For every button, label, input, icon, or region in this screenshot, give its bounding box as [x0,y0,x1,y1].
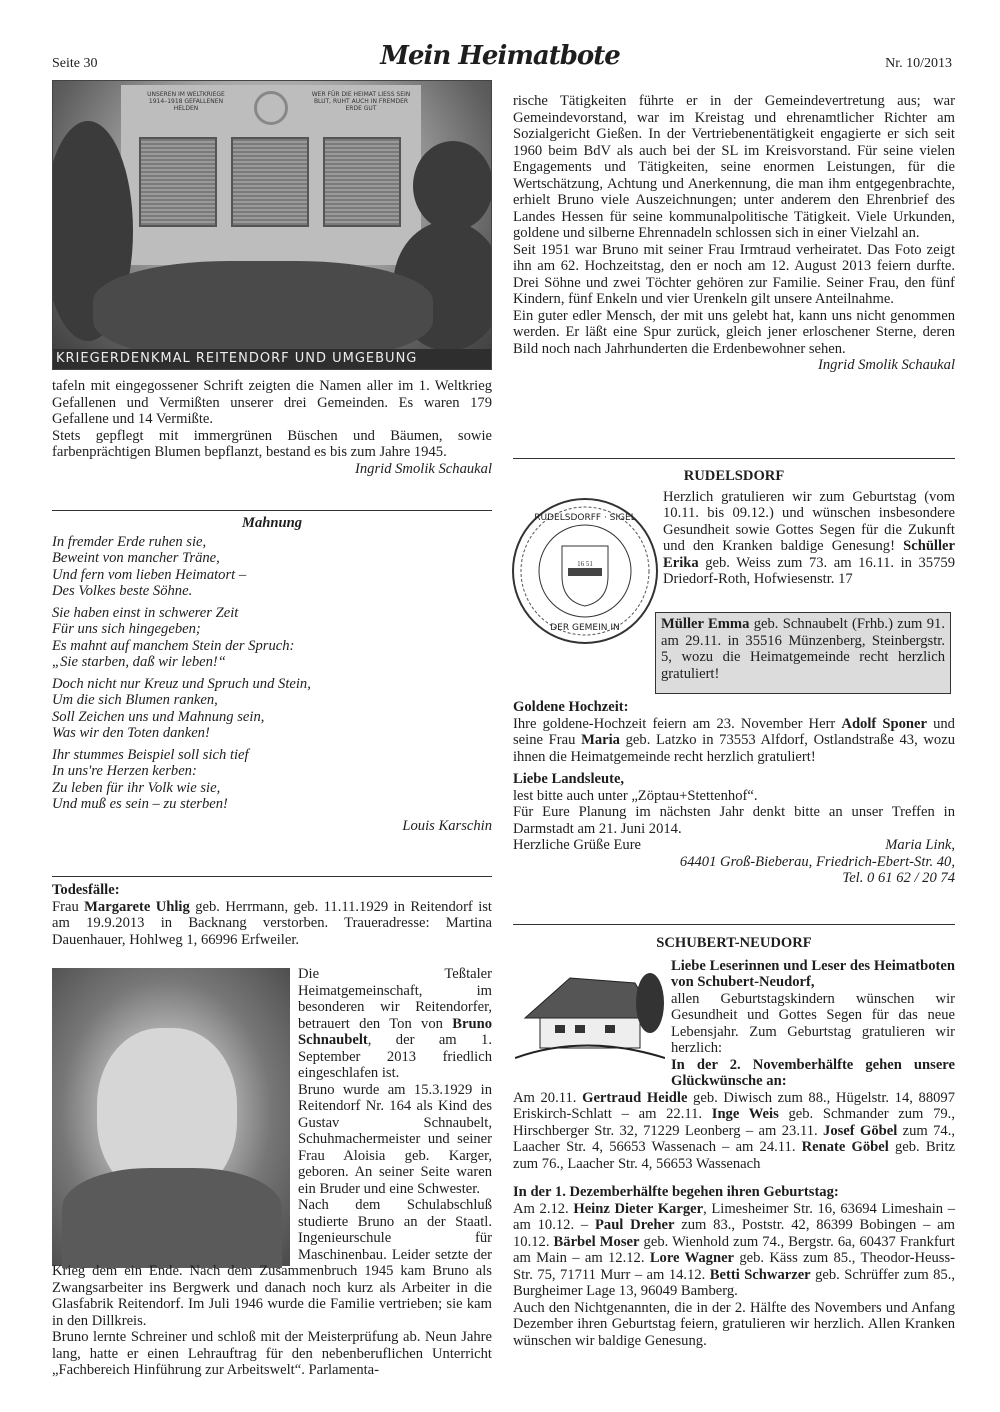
paragraph [661,616,945,682]
text-run: und seine Frau [513,715,955,748]
poem-line: Es mahnt auf manchem Stein der Spruch: [52,637,295,654]
name-highlight: Renate Göbel [801,1139,889,1155]
section-heading: RUDELSDORF [683,468,785,484]
text-run: geb. Britz zum 76., Laacher Str. 4, 56653 Wassenach [513,1139,955,1172]
bush [413,141,492,231]
poem-line: „Sie starben, daß wir leben!“ [52,654,226,670]
obituary-continued [513,93,955,374]
text-run: Seit 1951 war Bruno mit seiner Frau Irmtraud verheiratet. Das Foto zeigt ihn am 62. Hochzeitstag, den er noch am 12. August 2013 feiern durfte. Drei Söhne und zwei Töchter gehören zur Familie. Seiner Frau, den fünf Kindern, fünf Enkeln und vier Urenkeln gilt unsere Anteilnahme. [513,241,955,307]
deaths-section [52,882,492,948]
svg-text:16 51: 16 51 [577,560,593,568]
text-run: Die Teßtaler Heimatgemeinschaft, im besonderen wir Reitendorfer, betrauert den Ton von [298,966,492,1032]
text-run: geb. Wienhold zum 74., Bergstr. 6a, 60437 Frankfurt am Main – am 12.12. [513,1233,955,1266]
poem-line: Zu leben für ihr Volk wie sie, [52,779,221,796]
section-heading: Todesfälle: [52,882,120,898]
name-plaque [231,137,309,227]
paragraph [52,378,492,428]
article-author: Ingrid Smolik Schaukal [818,357,955,373]
sender-address: 64401 Groß-Bieberau, Friedrich-Ebert-Str. 40, [679,853,955,870]
poem-title: Mahnung [241,515,303,531]
poem-line: Ihr stummes Beispiel soll sich tief [52,746,249,763]
poem-line: Für uns sich hingegeben; [52,621,201,637]
subheading: Liebe Leserinnen und Leser des Heimatboten von Schubert-Neudorf, [671,957,955,990]
greeting: Herzliche Grüße Eure [513,837,642,853]
masthead-logo: Mein Heimatbote [380,41,620,71]
paragraph [513,1300,955,1350]
paragraph [513,1201,955,1300]
name-highlight: Betti Schwarzer [709,1266,811,1283]
text-run: geb. Latzko in 73553 Alfdorf, Ostlandstraße 43, wozu ihnen die Heimatgemeinde recht herzlich gratuliert! [513,732,955,765]
poem-line: Doch nicht nur Kreuz und Spruch und Stein, [52,675,311,692]
paragraph [52,1329,492,1379]
text-run: geb. Weiss zum 73. am 16.11. in 35759 Driedorf-Roth, Hofwiesenstr. 17 [663,554,955,587]
issue-number: Nr. 10/2013 [885,56,952,71]
name-highlight: Margarete Uhlig [84,898,190,915]
paragraph [513,804,955,837]
paragraph [52,428,492,461]
paragraph [513,93,955,242]
section-heading: Goldene Hochzeit: [513,699,629,715]
text-run: Ein guter edler Mensch, der mit uns gelebt hat, kann uns nicht genommen werden. Er läßt eine Spur zurück, gleich jener erloschener Sterne, deren Bild noch nach Jahrhunderten die Erdenbewohner sehen. [513,307,955,357]
text-run: Auch den Nichtgenannten, die in der 2. Hälfte des Novembers und Anfang Dezember ihren Geburtstag feiern, gratulieren wir herzlich. Allen Kranken wünschen wir baldige Genesung. [513,1299,955,1349]
text-run: geb. Schrüffer zum 85., Burgheimer Lage 13, 96049 Bamberg. [513,1266,956,1299]
poem-line: Um die sich Blumen ranken, [52,692,218,708]
name-highlight: Josef Göbel [823,1122,898,1139]
poem-stanza [52,534,492,600]
divider [52,876,492,877]
svg-text:DER GEMEIN IN: DER GEMEIN IN [550,623,620,633]
memorial-article [52,378,492,477]
text-run: Bruno lernte Schreiner und schloß mit der Meisterprüfung ab. Neun Jahre lang, hatte er einen Lehrauftrag für den nebenberuflichen Unterricht „Fachbereich Hinführung zur Arbeitswelt“. Parlamenta- [52,1329,492,1378]
paragraph [513,242,955,308]
divider [513,924,955,925]
paragraph [513,716,955,766]
text-run: Am 20.11. [513,1089,583,1106]
name-highlight: Adolf Sponer [841,715,927,732]
iron-cross-wreath-icon [254,91,288,125]
inscription-left: UNSEREN IM WELTKRIEGE 1914–1918 GEFALLENEN HELDEN [147,91,225,112]
section-heading: SCHUBERT-NEUDORF [656,935,812,951]
flower-bed [93,261,433,361]
name-highlight: Maria [581,732,620,748]
sender-phone: Tel. 0 61 62 / 20 74 [842,870,955,886]
text-run: lest bitte auch unter „Zöptau+Stettenhof“. [513,787,758,804]
war-memorial-photo [52,80,492,370]
text-run: geb. Käss zum 85., Theodor-Heuss-Str. 75, 71711 Murr – am 14.12. [513,1250,955,1283]
section-heading: Liebe Landsleute, [513,771,625,787]
rudelsdorf-seal-logo [510,496,660,646]
subheading: In der 2. Novemberhälfte gehen unsere Glückwünsche an: [671,1056,955,1089]
poem-line: Soll Zeichen uns und Mahnung sein, [52,708,265,725]
text-run: Am 2.12. [513,1200,574,1217]
text-run: Bruno wurde am 15.3.1929 in Reitendorf Nr. 164 als Kind des Gustav Schnaubelt, Schuhmachermeister und seiner Frau Aloisia geb. Karger, geboren. An seiner Seite waren ein Bruder und eine Schwester. [298,1081,492,1197]
text-run: Ihre goldene-Hochzeit feiern am 23. November Herr [513,715,842,732]
name-plaque [323,137,401,227]
poem-stanza [52,676,492,742]
name-highlight: Gertraud Heidle [582,1089,688,1106]
text-run: geb. Herrmann, geb. 11.11.1929 in Reitendorf ist am 19.9.2013 in Backnang verstorben. Traueradresse: Martina Dauenhauer, Hohlweg 1, 66996 Erfweiler. [52,898,492,948]
name-highlight: Inge Weis [711,1106,779,1122]
name-highlight: Paul Dreher [594,1217,675,1233]
divider [52,510,492,511]
subheading: In der 1. Dezemberhälfte begehen ihren Geburtstag: [513,1184,839,1200]
name-highlight: Schüller Erika [663,538,955,571]
name-highlight: Bruno Schnaubelt [298,1015,492,1048]
paragraph [513,308,955,358]
poem-line: Beweint von mancher Träne, [52,550,220,566]
poem-line: Was wir den Toten danken! [52,725,210,741]
text-run: Frau [52,898,85,915]
text-run: , der am 1. September 2013 friedlich eingeschlafen ist. [298,1032,492,1081]
poem-line: Sie haben einst in schwerer Zeit [52,604,239,621]
poem-line: In uns're Herzen kerben: [52,763,197,779]
text-run: Stets gepflegt mit immergrünen Büschen und Bäumen, sowie farbenprächtigen Blumen bepflanzt, bestand es bis zum Jahre 1945. [52,427,492,460]
text-run: zum 74., Laacher Str. 4, 56653 Wassenach – am 24.11. [513,1122,955,1155]
name-highlight: Bärbel Moser [553,1233,640,1250]
divider [513,458,955,459]
name-highlight: Lore Wagner [649,1250,735,1266]
golden-wedding-section [513,699,955,887]
poem-author: Louis Karschin [402,817,492,834]
page-number: Seite 30 [52,56,98,71]
highlight-box [655,612,951,694]
paragraph [513,788,955,805]
poem-line: Des Volkes beste Söhne. [52,583,193,599]
text-run: , Limesheimer Str. 16, 63694 Limeshain – am 10.12. – [513,1200,955,1233]
name-highlight: Müller Emma [661,616,750,632]
poem-line: Und muß es sein – zu sterben! [52,796,228,812]
text-run: geb. Diwisch zum 88., Hügelstr. 14, 88097 Eriskirch-Schlatt – am 22.11. [513,1089,956,1122]
poem [52,515,492,834]
article-author: Ingrid Smolik Schaukal [355,460,492,477]
sender-name: Maria Link, [885,837,955,853]
poem-stanza [52,605,492,671]
text-run: Für Eure Planung im nächsten Jahr denkt bitte an unser Treffen in Darmstadt am 21. Juni 2014. [513,804,955,837]
memorial-wall [121,85,421,265]
text-run: tafeln mit eingegossener Schrift zeigten die Namen aller im 1. Weltkrieg Gefallenen und Vermißten unserer drei Gemeinden. Es waren 179 Gefallene und 14 Vermißte. [52,378,492,427]
text-run: Herzlich gratulieren wir zum Geburtstag (vom 10.11. bis 09.12.) und wünschen insbesondere Gesundheit sowie Gottes Segen für die Zukunft und den Kranken baldige Genesung! [663,488,955,554]
text-run: geb. Schnaubelt (Frhb.) zum 91. am 29.11. in 35516 Münzenberg, Steinbergstr. 5, wozu die Heimatgemeinde recht herzlich gratuliert! [661,616,945,682]
text-run: allen Geburtstagskindern wünschen wir Gesundheit und Gottes Segen für das neue Lebensjahr. Zum Geburtstag gratulieren wir herzlich: [671,990,955,1056]
photo-caption: KRIEGERDENKMAL REITENDORF UND UMGEBUNG [53,349,491,369]
farmhouse-illustration [515,963,665,1063]
inscription-right: WER FÜR DIE HEIMAT LIESS SEIN BLUT, RUHT AUCH IN FREMDER ERDE GUT [311,91,411,112]
poem-line: Und fern vom lieben Heimatort – [52,566,247,583]
obituary [52,966,492,1379]
text-run: geb. Schmander zum 79., Hirschberger Str. 32, 71229 Leonberg – am 23.11. [513,1106,955,1139]
name-plaque [139,137,217,227]
paragraph [52,899,492,949]
text-run: Nach dem Schulabschluß studierte Bruno an der Staatl. Ingenieurschule für Maschinenbau. Leider setzte der Krieg dem ein Ende. Nach dem Zusammenbruch 1945 kam Bruno als Zwangsarbeiter ins Bergwerk und danach noch kurz als Arbeiter in die Glasfabrik Reitendorf. Im Juli 1946 wurde die Familie vertrieben; sie kam in den Dillkreis. [52,1197,492,1329]
poem-stanza [52,747,492,813]
svg-text:RUDELSDORFF · SIGEL: RUDELSDORFF · SIGEL [534,513,636,523]
name-highlight: Heinz Dieter Karger [573,1200,704,1217]
poem-line: In fremder Erde ruhen sie, [52,533,207,550]
text-run: rische Tätigkeiten führte er in der Gemeindevertretung aus; war Gemeindevorstand, war im Kreistag und ehrenamtlicher Richter am Sozialgericht Gießen. In der Vertriebenentätigkeit engagierte er sich seit 1960 beim BdV als auch bei der SL im Kreisvorstand. Für seine vielen Engagements und Tätigkeiten, seine enormen Leistungen, für die Wertschätzung, Achtung und Anerkennung, die man ihm entgegenbrachte, erhielt Bruno viele Auszeichnungen; unter anderem den Ehrenbrief des Landes Hessen für seine kommunalpolitische Tätigkeit. Viele Urkunden, goldene und silberne Ehrennadeln schlossen sich in einer Vielzahl an. [513,93,955,241]
paragraph [513,1090,955,1173]
text-run: zum 83., Poststr. 42, 86399 Bobingen – am 10.12. [513,1217,955,1250]
